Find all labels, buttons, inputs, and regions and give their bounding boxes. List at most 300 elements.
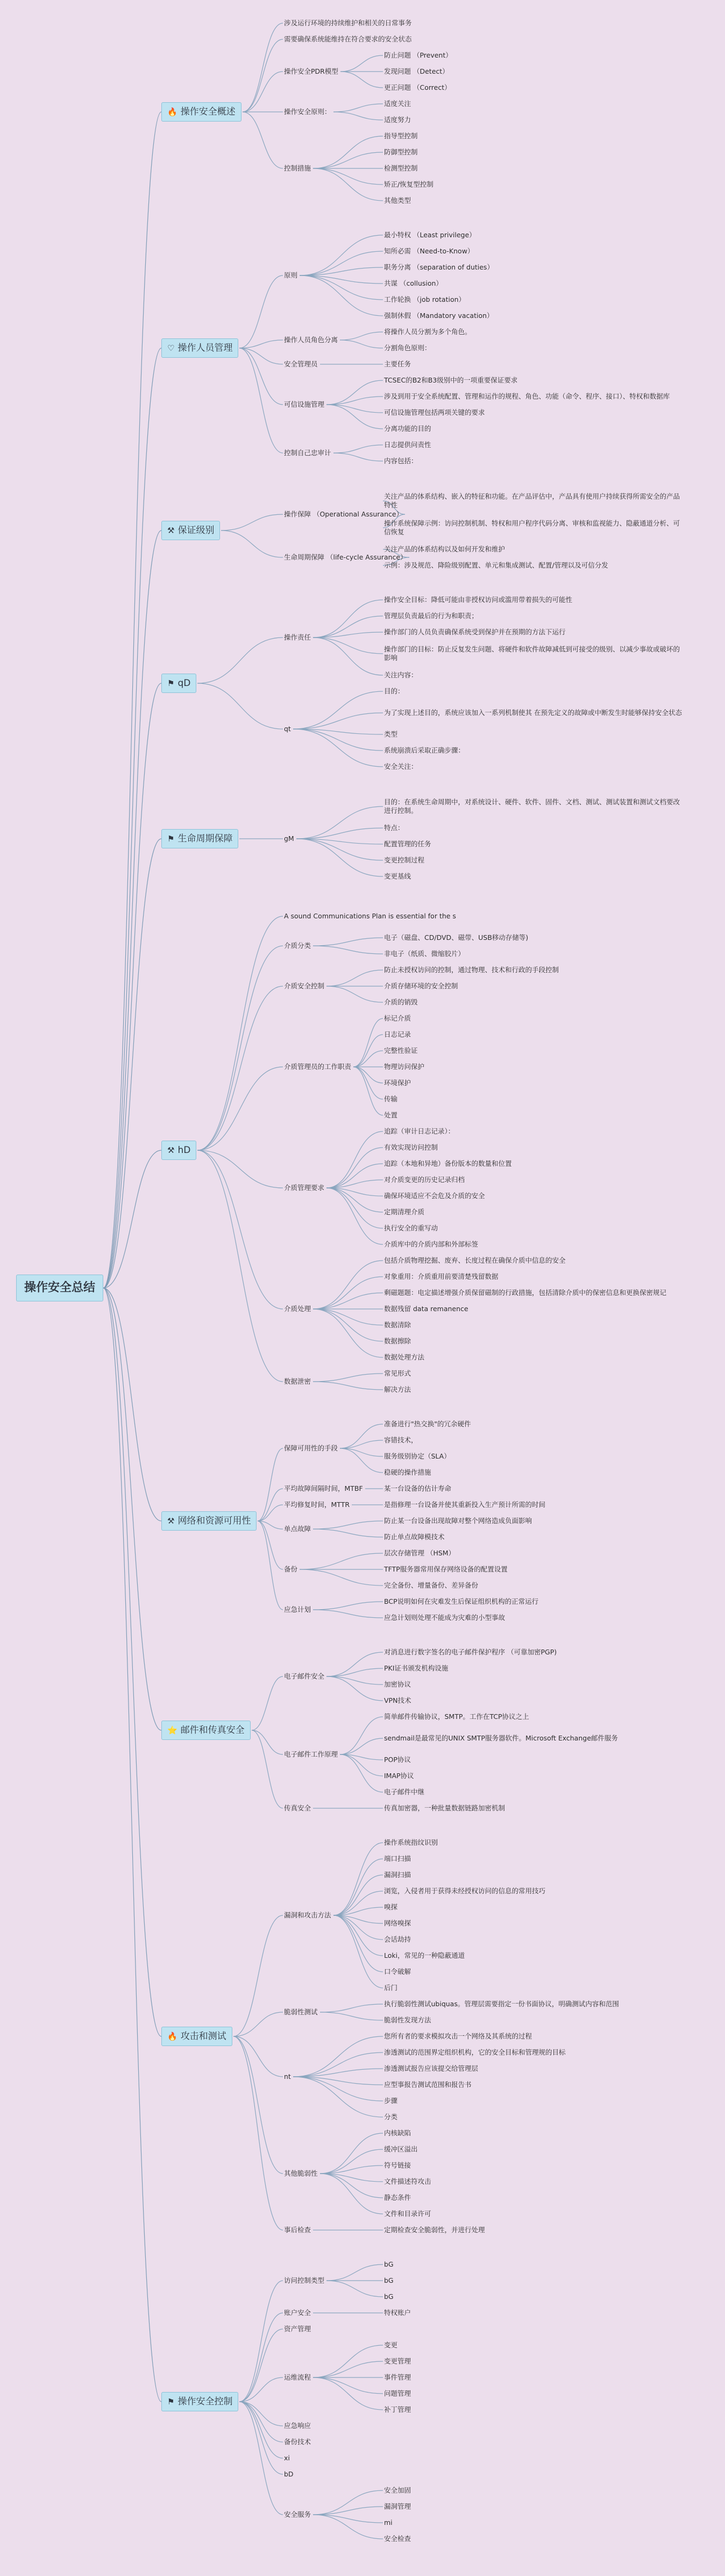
leaf-item[interactable] bbox=[383, 2129, 412, 2138]
leaf-item[interactable] bbox=[383, 2210, 432, 2218]
branch-item[interactable] bbox=[283, 2276, 325, 2285]
item-label: 漏洞和攻击方法 bbox=[284, 1911, 331, 1919]
item-label: 可信设施管理 bbox=[284, 400, 325, 408]
item-label: 控制措施 bbox=[284, 164, 311, 172]
item-label: 数据清除 bbox=[384, 1321, 411, 1329]
leaf-item[interactable] bbox=[383, 2145, 419, 2154]
item-label: 层次存储管理 （HSM） bbox=[384, 1549, 456, 1557]
leaf-item[interactable] bbox=[383, 2161, 412, 2170]
leaf-item[interactable] bbox=[283, 2422, 312, 2430]
item-label: 涉及到用于安全系统配置、管理和运作的规程、角色、功能（命令、程序、接口）、特权和数据库 bbox=[384, 392, 670, 400]
item-label: 嗅探 bbox=[384, 1903, 398, 1911]
leaf-item[interactable] bbox=[383, 856, 425, 865]
item-label: 定期清理介质 bbox=[384, 1208, 425, 1216]
leaf-item[interactable] bbox=[383, 730, 399, 739]
leaf-item[interactable] bbox=[383, 2080, 473, 2089]
item-label: 传真加密器，一种批量数据链路加密机制 bbox=[384, 1804, 506, 1812]
item-label: 应急响应 bbox=[284, 2422, 311, 2430]
item-label: 文件和目录许可 bbox=[384, 2210, 431, 2218]
leaf-item[interactable] bbox=[383, 545, 506, 554]
item-label: 漏洞扫描 bbox=[384, 1871, 411, 1879]
leaf-item[interactable] bbox=[383, 2389, 412, 2398]
branch-item[interactable] bbox=[283, 553, 408, 562]
item-label: 介质安全控制 bbox=[284, 982, 325, 990]
leaf-item[interactable] bbox=[383, 1664, 449, 1673]
item-label: 数据处理方法 bbox=[384, 1353, 425, 1361]
branch-item[interactable] bbox=[283, 1444, 339, 1453]
branch-item[interactable] bbox=[283, 2169, 319, 2178]
tools-icon: ⚒ bbox=[167, 1516, 175, 1526]
leaf-item[interactable] bbox=[383, 2373, 412, 2382]
branch-item[interactable] bbox=[283, 633, 312, 642]
section-label: 邮件和传真安全 bbox=[180, 1725, 245, 1736]
section-s4[interactable] bbox=[161, 829, 238, 848]
branch-item[interactable] bbox=[283, 1911, 332, 1920]
section-s7[interactable] bbox=[161, 1721, 251, 1740]
leaf-item[interactable] bbox=[383, 671, 419, 680]
flag-icon: ⚑ bbox=[167, 834, 175, 844]
section-label: 生命周期保障 bbox=[177, 833, 233, 844]
fire-icon: 🔥 bbox=[167, 2032, 177, 2041]
leaf-item[interactable] bbox=[383, 1046, 419, 1055]
root-node[interactable] bbox=[16, 1275, 103, 1301]
item-label: 其他类型 bbox=[384, 196, 411, 204]
leaf-item[interactable] bbox=[383, 1468, 432, 1477]
leaf-item[interactable] bbox=[383, 933, 529, 942]
leaf-item[interactable] bbox=[383, 2097, 399, 2105]
branch-item[interactable] bbox=[283, 400, 325, 409]
leaf-item[interactable] bbox=[283, 2470, 295, 2479]
leaf-item[interactable] bbox=[383, 1887, 546, 1895]
leaf-item[interactable] bbox=[383, 2502, 412, 2511]
item-label: 保障可用性的手段 bbox=[284, 1444, 338, 1452]
leaf-item[interactable] bbox=[383, 1788, 425, 1796]
leaf-item[interactable] bbox=[383, 1369, 412, 1378]
section-s2[interactable] bbox=[161, 521, 220, 540]
leaf-item[interactable] bbox=[383, 1696, 412, 1705]
leaf-item[interactable] bbox=[383, 1838, 439, 1847]
item-label: 工作轮换 （job rotation） bbox=[384, 295, 466, 303]
leaf-item[interactable] bbox=[383, 2016, 432, 2025]
item-label: 日志记录 bbox=[384, 1030, 411, 1038]
leaf-item[interactable] bbox=[383, 1079, 412, 1087]
branch-item[interactable] bbox=[283, 271, 298, 280]
leaf-item[interactable] bbox=[383, 628, 567, 636]
branch-item[interactable] bbox=[283, 108, 332, 116]
item-label: 内容包括： bbox=[384, 457, 418, 465]
item-label: 有效实现访问控制 bbox=[384, 1143, 438, 1151]
leaf-item[interactable] bbox=[383, 1305, 470, 1313]
leaf-item[interactable] bbox=[383, 998, 419, 1007]
leaf-item[interactable] bbox=[383, 1772, 415, 1780]
branch-item[interactable] bbox=[283, 1525, 312, 1533]
item-label: A sound Communications Plan is essential for the s bbox=[284, 912, 456, 920]
item-label: 操作部门的目标：防止反复发生问题、将硬件和软件故障减低到可接受的级别、以减少事故或破坏的影响 bbox=[384, 645, 680, 662]
item-label: 账户安全 bbox=[284, 2309, 311, 2317]
leaf-item[interactable] bbox=[383, 2518, 394, 2527]
item-label: 配置管理的任务 bbox=[384, 840, 431, 848]
leaf-item[interactable] bbox=[383, 2292, 395, 2301]
leaf-item[interactable] bbox=[383, 196, 412, 205]
leaf-item[interactable] bbox=[383, 2341, 399, 2349]
branch-item[interactable] bbox=[283, 1484, 364, 1493]
item-label: 特权账户 bbox=[384, 2309, 411, 2317]
leaf-item[interactable] bbox=[383, 1581, 479, 1590]
section-label: 保证级别 bbox=[177, 525, 215, 536]
leaf-item[interactable] bbox=[383, 2486, 412, 2495]
leaf-item[interactable] bbox=[383, 441, 432, 449]
item-label: 管理层负责最后的行为和职责； bbox=[384, 612, 479, 620]
leaf-item[interactable] bbox=[383, 2226, 486, 2234]
leaf-item[interactable] bbox=[383, 746, 466, 755]
leaf-item[interactable] bbox=[383, 1176, 466, 1184]
leaf-item[interactable] bbox=[383, 1111, 399, 1120]
item-label: 标记介质 bbox=[384, 1014, 411, 1022]
leaf-item[interactable] bbox=[283, 35, 413, 44]
branch-item[interactable] bbox=[283, 1804, 312, 1813]
item-label: bG bbox=[384, 2276, 394, 2284]
leaf-item[interactable] bbox=[383, 596, 573, 604]
leaf-item[interactable] bbox=[383, 1321, 412, 1329]
leaf-item[interactable] bbox=[383, 279, 444, 288]
leaf-item[interactable] bbox=[383, 328, 473, 336]
branch-item[interactable] bbox=[283, 1377, 312, 1386]
branch-item[interactable] bbox=[283, 2309, 312, 2317]
item-label: sendmail是最常见的UNIX SMTP服务器软件。Microsoft Exchange邮件服务 bbox=[384, 1734, 618, 1742]
leaf-item[interactable] bbox=[383, 982, 459, 990]
leaf-item[interactable] bbox=[383, 1192, 486, 1200]
leaf-item[interactable] bbox=[383, 1095, 399, 1103]
item-label: 执行脆弱性测试ubiquas。管理层需要指定一份书面协议，明确测试内容和范围 bbox=[384, 2000, 619, 2008]
item-label: 变更管理 bbox=[384, 2357, 411, 2365]
section-label: 网络和资源可用性 bbox=[177, 1516, 251, 1526]
leaf-item[interactable] bbox=[383, 1549, 456, 1558]
item-label: 包括介质物理挖掘、废弃、长度过程在确保介质中信息的安全 bbox=[384, 1256, 566, 1264]
leaf-item[interactable] bbox=[383, 2535, 412, 2543]
leaf-item[interactable] bbox=[383, 1436, 419, 1445]
item-label: 缓冲区溢出 bbox=[384, 2145, 418, 2153]
item-label: 操作责任 bbox=[284, 633, 311, 641]
leaf-item[interactable] bbox=[383, 1452, 452, 1461]
leaf-item[interactable] bbox=[383, 132, 419, 140]
leaf-item[interactable] bbox=[383, 1712, 530, 1721]
leaf-item[interactable] bbox=[383, 1289, 667, 1297]
leaf-item[interactable] bbox=[383, 1984, 399, 1992]
item-label: 简单邮件传输协议，SMTP。工作在TCP协议之上 bbox=[384, 1712, 529, 1721]
item-label: 操作人员角色分离 bbox=[284, 336, 338, 344]
branch-item[interactable] bbox=[283, 67, 339, 76]
leaf-item[interactable] bbox=[383, 2193, 412, 2202]
leaf-item[interactable] bbox=[383, 148, 419, 157]
item-label: 更正问题 （Correct） bbox=[384, 83, 451, 91]
leaf-item[interactable] bbox=[383, 1517, 533, 1525]
branch-item[interactable] bbox=[283, 449, 332, 457]
leaf-item[interactable] bbox=[383, 1919, 412, 1928]
leaf-item[interactable] bbox=[383, 408, 486, 417]
item-label: 适度努力 bbox=[384, 116, 411, 124]
leaf-item[interactable] bbox=[383, 247, 475, 256]
leaf-item[interactable] bbox=[383, 180, 435, 189]
item-label: 防止问题 （Prevent） bbox=[384, 51, 452, 59]
item-label: 变更控制过程 bbox=[384, 856, 425, 864]
item-label: 防御型控制 bbox=[384, 148, 418, 156]
leaf-item[interactable] bbox=[383, 1143, 439, 1152]
leaf-item[interactable] bbox=[383, 824, 406, 832]
section-label: hD bbox=[177, 1145, 191, 1156]
item-label: 矫正/恢复型控制 bbox=[384, 180, 433, 188]
leaf-item[interactable] bbox=[383, 709, 686, 717]
item-label: 防止某一台设备出现故障对整个网络造成负面影响 bbox=[384, 1517, 532, 1525]
branch-item[interactable] bbox=[283, 982, 325, 990]
item-label: 为了实现上述目的，系统应该加入一系列机制使其 在预先定义的故障或中断发生时能够保持安全状态 bbox=[384, 709, 682, 717]
item-label: 解决方法 bbox=[384, 1385, 411, 1393]
leaf-item[interactable] bbox=[383, 1030, 412, 1039]
item-label: IMAP协议 bbox=[384, 1772, 414, 1780]
branch-item[interactable] bbox=[283, 1565, 298, 1574]
leaf-item[interactable] bbox=[383, 1533, 446, 1541]
leaf-item[interactable] bbox=[383, 1240, 479, 1249]
leaf-item[interactable] bbox=[383, 1420, 472, 1428]
item-label: 数据残留 data remanence bbox=[384, 1305, 468, 1313]
item-label: 剩磁题题：电定描述增强介质保留磁制的行政措施，包括清除介质中的保密信息和更换保密规记 bbox=[384, 1289, 667, 1297]
leaf-item[interactable] bbox=[383, 1648, 558, 1657]
leaf-item[interactable] bbox=[383, 164, 419, 173]
item-label: 操作系统指纹识别 bbox=[384, 1838, 438, 1846]
root-label: 操作安全总结 bbox=[24, 1281, 96, 1294]
leaf-item[interactable] bbox=[283, 2325, 312, 2333]
item-label: 网络嗅探 bbox=[384, 1919, 411, 1927]
leaf-item[interactable] bbox=[383, 1680, 412, 1689]
item-label: 日志提供问责性 bbox=[384, 441, 431, 449]
leaf-item[interactable] bbox=[383, 1968, 412, 1976]
section-label: 攻击和测试 bbox=[180, 2031, 226, 2042]
item-label: bG bbox=[384, 2260, 394, 2268]
item-label: 介质库中的介质内部和外部标签 bbox=[384, 1240, 479, 1248]
leaf-item[interactable] bbox=[383, 1855, 412, 1863]
item-label: 事后检查 bbox=[284, 2226, 311, 2234]
leaf-item[interactable] bbox=[383, 645, 686, 662]
leaf-item[interactable] bbox=[383, 2260, 395, 2269]
item-label: mi bbox=[384, 2518, 393, 2527]
leaf-item[interactable] bbox=[383, 2309, 412, 2317]
leaf-item[interactable] bbox=[383, 344, 432, 352]
section-s1[interactable] bbox=[161, 338, 238, 358]
item-label: 操作保障 （Operational Assurance） bbox=[284, 510, 403, 518]
item-label: VPN技术 bbox=[384, 1696, 411, 1704]
leaf-item[interactable] bbox=[383, 67, 450, 76]
leaf-item[interactable] bbox=[383, 2276, 395, 2285]
leaf-item[interactable] bbox=[283, 912, 586, 921]
branch-item[interactable] bbox=[283, 1305, 312, 1313]
item-label: 操作安全PDR模型 bbox=[284, 67, 338, 75]
leaf-item[interactable] bbox=[383, 1484, 452, 1493]
leaf-item[interactable] bbox=[383, 1935, 412, 1944]
branch-item[interactable] bbox=[283, 336, 339, 344]
leaf-item[interactable] bbox=[383, 51, 453, 60]
branch-item[interactable] bbox=[283, 510, 404, 519]
item-label: 脆弱性测试 bbox=[284, 2008, 318, 2016]
branch-item[interactable] bbox=[283, 1605, 312, 1614]
item-label: 准备进行"热交换"的冗余硬件 bbox=[384, 1420, 471, 1428]
leaf-item[interactable] bbox=[383, 424, 432, 433]
leaf-item[interactable] bbox=[383, 1597, 539, 1606]
section-s0[interactable] bbox=[161, 102, 241, 122]
branch-item[interactable] bbox=[283, 2226, 312, 2234]
leaf-item[interactable] bbox=[383, 1734, 686, 1743]
leaf-item[interactable] bbox=[383, 2048, 567, 2057]
item-label: 单点故障 bbox=[284, 1525, 311, 1533]
section-label: 操作安全概述 bbox=[180, 107, 236, 117]
flag-icon: ⚑ bbox=[167, 678, 175, 688]
leaf-item[interactable] bbox=[383, 1565, 509, 1574]
leaf-item[interactable] bbox=[383, 840, 432, 848]
item-label: 数据擦除 bbox=[384, 1337, 411, 1345]
item-label: 类型 bbox=[384, 730, 398, 738]
fire-icon: 🔥 bbox=[167, 107, 177, 117]
item-label: 追踪（本地和异地）备份版本的数量和位置 bbox=[384, 1159, 512, 1167]
item-label: 事件管理 bbox=[384, 2373, 411, 2381]
leaf-item[interactable] bbox=[383, 1224, 439, 1233]
item-label: 介质分类 bbox=[284, 942, 311, 950]
leaf-item[interactable] bbox=[383, 492, 686, 509]
leaf-item[interactable] bbox=[383, 2357, 412, 2366]
branch-item[interactable] bbox=[283, 2373, 312, 2382]
tools-icon: ⚒ bbox=[167, 526, 175, 535]
item-label: 渗透测试报告应该提交给管理层 bbox=[384, 2064, 479, 2072]
leaf-item[interactable] bbox=[383, 1159, 513, 1168]
leaf-item[interactable] bbox=[383, 1353, 425, 1362]
item-label: 目的： bbox=[384, 687, 404, 695]
section-s5[interactable] bbox=[161, 1141, 196, 1160]
item-label: 防止单点故障模技术 bbox=[384, 1533, 445, 1541]
item-label: 分类 bbox=[384, 2113, 398, 2121]
item-label: 稳硬的操作措施 bbox=[384, 1468, 431, 1476]
leaf-item[interactable] bbox=[383, 376, 518, 385]
branch-item[interactable] bbox=[283, 1750, 339, 1759]
item-label: 分离功能的目的 bbox=[384, 424, 431, 433]
item-label: 介质管理要求 bbox=[284, 1184, 325, 1192]
item-label: 传真安全 bbox=[284, 1804, 311, 1812]
leaf-item[interactable] bbox=[383, 2000, 620, 2008]
item-label: 可信设施管理包括两项关键的要求 bbox=[384, 408, 485, 416]
item-label: 问题管理 bbox=[384, 2389, 411, 2397]
leaf-item[interactable] bbox=[383, 1501, 546, 1509]
item-label: PKI证书颁发机构设施 bbox=[384, 1664, 449, 1672]
leaf-item[interactable] bbox=[383, 1256, 567, 1265]
leaf-item[interactable] bbox=[383, 1208, 425, 1216]
leaf-item[interactable] bbox=[383, 561, 609, 570]
leaf-item[interactable] bbox=[383, 360, 412, 369]
branch-item[interactable] bbox=[283, 164, 312, 173]
section-label: qD bbox=[177, 678, 191, 689]
item-label: 数据泄密 bbox=[284, 1377, 311, 1385]
item-label: 追踪（审计日志记录）： bbox=[384, 1127, 455, 1135]
item-label: 是指修理一台设备并使其重新投入生产预计所需的时间 bbox=[384, 1501, 546, 1509]
leaf-item[interactable] bbox=[383, 263, 495, 272]
branch-item[interactable] bbox=[283, 942, 312, 950]
leaf-item[interactable] bbox=[383, 1613, 506, 1622]
leaf-item[interactable] bbox=[383, 762, 419, 771]
section-s3[interactable] bbox=[161, 674, 196, 693]
item-label: 电子邮件中继 bbox=[384, 1788, 425, 1796]
branch-item[interactable] bbox=[283, 2510, 312, 2519]
leaf-item[interactable] bbox=[383, 2113, 399, 2121]
item-label: 处置 bbox=[384, 1111, 398, 1119]
leaf-item[interactable] bbox=[383, 100, 412, 108]
leaf-item[interactable] bbox=[383, 966, 560, 974]
item-label: 操作安全目标：降低可能由非授权访问或滥用带着损失的可能性 bbox=[384, 596, 573, 604]
leaf-item[interactable] bbox=[383, 1063, 425, 1071]
item-label: 浏览，入侵者用于获得未经授权访问的信息的常用技巧 bbox=[384, 1887, 546, 1895]
section-s8[interactable] bbox=[161, 2027, 232, 2046]
leaf-item[interactable] bbox=[383, 519, 686, 536]
leaf-item[interactable] bbox=[383, 1756, 412, 1764]
branch-item[interactable] bbox=[283, 2072, 292, 2081]
item-label: 介质管理员的工作职责 bbox=[284, 1063, 352, 1071]
leaf-item[interactable] bbox=[383, 687, 406, 696]
leaf-item[interactable] bbox=[383, 1804, 506, 1813]
item-label: 发现问题 （Detect） bbox=[384, 67, 449, 75]
leaf-item[interactable] bbox=[283, 19, 413, 27]
branch-item[interactable] bbox=[283, 1501, 351, 1509]
item-label: 安全检查 bbox=[384, 2535, 411, 2543]
leaf-item[interactable] bbox=[383, 457, 419, 465]
leaf-item[interactable] bbox=[383, 2064, 479, 2073]
leaf-item[interactable] bbox=[383, 83, 452, 92]
section-s6[interactable] bbox=[161, 1511, 257, 1531]
leaf-item[interactable] bbox=[383, 1014, 412, 1023]
leaf-item[interactable] bbox=[283, 2438, 312, 2446]
item-label: 变更 bbox=[384, 2341, 398, 2349]
leaf-item[interactable] bbox=[383, 392, 671, 401]
branch-item[interactable] bbox=[283, 360, 319, 369]
branch-item[interactable] bbox=[283, 834, 295, 843]
branch-item[interactable] bbox=[283, 725, 292, 733]
leaf-item[interactable] bbox=[383, 612, 479, 620]
item-label: 电子（磁盘、CD/DVD、磁带、USB移动存储等) bbox=[384, 933, 529, 942]
leaf-item[interactable] bbox=[383, 950, 466, 958]
leaf-item[interactable] bbox=[383, 798, 686, 815]
leaf-item[interactable] bbox=[283, 2454, 291, 2462]
branch-item[interactable] bbox=[283, 1184, 325, 1192]
leaf-item[interactable] bbox=[383, 1871, 412, 1879]
leaf-item[interactable] bbox=[383, 1337, 412, 1346]
leaf-item[interactable] bbox=[383, 312, 495, 320]
leaf-item[interactable] bbox=[383, 1951, 466, 1960]
branch-item[interactable] bbox=[283, 1063, 352, 1071]
leaf-item[interactable] bbox=[383, 1903, 399, 1912]
leaf-item[interactable] bbox=[383, 231, 477, 239]
leaf-item[interactable] bbox=[383, 1385, 412, 1394]
branch-item[interactable] bbox=[283, 1672, 325, 1681]
leaf-item[interactable] bbox=[383, 2177, 432, 2186]
leaf-item[interactable] bbox=[383, 1272, 500, 1281]
leaf-item[interactable] bbox=[383, 116, 412, 124]
leaf-item[interactable] bbox=[383, 2032, 533, 2041]
section-s9[interactable] bbox=[161, 2392, 238, 2411]
leaf-item[interactable] bbox=[383, 872, 412, 881]
leaf-item[interactable] bbox=[383, 1127, 456, 1136]
leaf-item[interactable] bbox=[383, 295, 466, 304]
leaf-item[interactable] bbox=[383, 2405, 412, 2414]
item-label: 原则 bbox=[284, 271, 298, 279]
item-label: gM bbox=[284, 834, 294, 843]
item-label: 对消息进行数字签名的电子邮件保护程序 （可靠加密PGP) bbox=[384, 1648, 557, 1656]
item-label: 检测型控制 bbox=[384, 164, 418, 172]
item-label: 主要任务 bbox=[384, 360, 411, 368]
item-label: 完全备份、增量备份、差异备份 bbox=[384, 1581, 479, 1589]
branch-item[interactable] bbox=[283, 2008, 319, 2016]
